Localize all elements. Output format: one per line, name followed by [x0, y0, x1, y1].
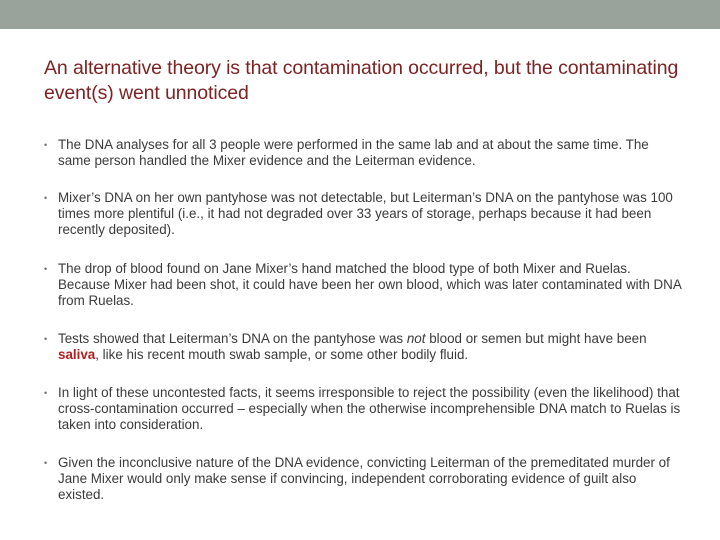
bullet-icon: • [44, 334, 48, 344]
bullet-icon: • [44, 458, 48, 468]
bullet-icon: • [44, 193, 48, 203]
bullet-text: The drop of blood found on Jane Mixer’s hand matched the blood type of both Mixer and Ruelas. Because Mixer had been shot, it could have been her own blood, which was later contaminated with DNA from Ruelas. [58, 261, 682, 308]
bullet-text: Mixer’s DNA on her own pantyhose was not detectable, but Leiterman’s DNA on the pantyhose was 100 times more plentiful (i.e., it had not degraded over 33 years of storage, perhaps because it had been recently deposited). [58, 190, 673, 237]
bullet-item-5 [44, 385, 683, 433]
bullet-item-6 [44, 455, 683, 503]
bullet-item-2 [44, 190, 683, 238]
bullet-icon: • [44, 264, 48, 274]
bullet-text: Given the inconclusive nature of the DNA evidence, convicting Leiterman of the premeditated murder of Jane Mixer would only make sense if convincing, independent corroborating evidence of guilt also existed. [58, 455, 670, 502]
bullet-text-part-2: blood or semen but might have been [425, 331, 647, 346]
bullet-item-4 [44, 331, 683, 363]
bullet-item-3 [44, 261, 683, 309]
bullet-text-part-3: , like his recent mouth swab sample, or some other bodily fluid. [95, 347, 469, 362]
highlight-saliva: saliva [58, 347, 96, 362]
emphasis-not: not [406, 331, 426, 346]
bullet-item-1 [44, 137, 683, 169]
bullet-icon: • [44, 140, 48, 150]
bullet-text-part-1: Tests showed that Leiterman’s DNA on the pantyhose was [58, 331, 407, 346]
bullet-icon: • [44, 388, 48, 398]
bullet-text: In light of these uncontested facts, it seems irresponsible to reject the possibility (even the likelihood) that cross-contamination occurred – especially when the otherwise incomprehensible DNA match to Ruelas is taken into consideration. [58, 385, 681, 432]
slide-title: An alternative theory is that contamination occurred, but the contaminating event(s) went unnoticed [44, 57, 679, 104]
bullet-text: The DNA analyses for all 3 people were performed in the same lab and at about the same time. The same person handled the Mixer evidence and the Leiterman evidence. [58, 137, 649, 168]
